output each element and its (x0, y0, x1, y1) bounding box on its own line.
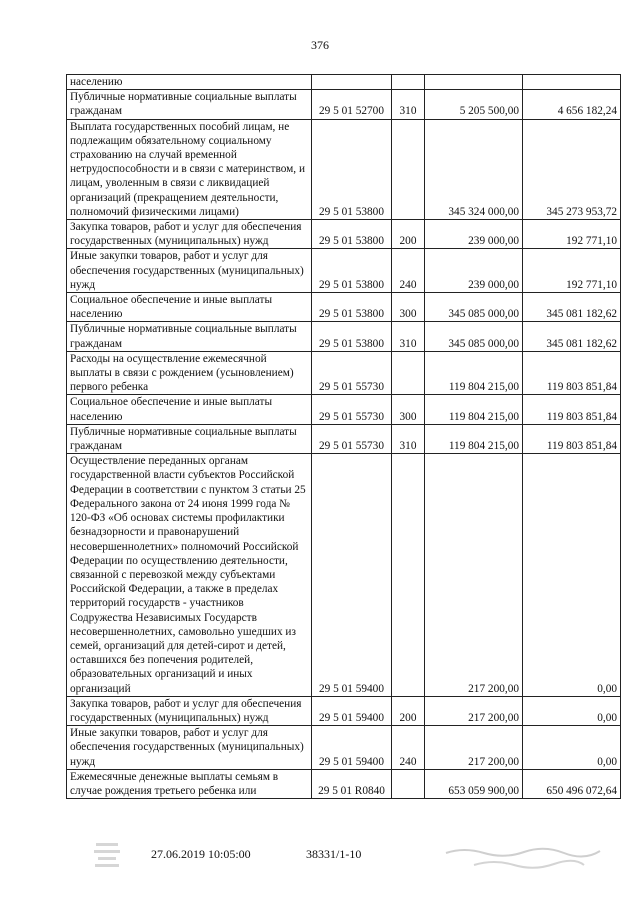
cell-expense-type: 310 (392, 424, 425, 453)
table-row (67, 75, 621, 90)
cell-planned-amount (425, 75, 523, 90)
table-row (67, 351, 621, 395)
cell-expense-type: 200 (392, 696, 425, 725)
cell-expense-type: 300 (392, 293, 425, 322)
table-row (67, 90, 621, 119)
budget-table-body (67, 75, 621, 799)
cell-planned-amount: 345 085 000,00 (425, 293, 523, 322)
cell-target-code: 29 5 01 53800 (312, 249, 392, 293)
cell-name: Иные закупки товаров, работ и услуг для обеспечения государственных (муниципальных) нужд (67, 726, 312, 770)
cell-name: населению (67, 75, 312, 90)
budget-table (66, 74, 621, 799)
cell-planned-amount: 119 804 215,00 (425, 395, 523, 424)
cell-actual-amount: 192 771,10 (523, 220, 621, 249)
table-row (67, 769, 621, 798)
cell-planned-amount: 119 804 215,00 (425, 424, 523, 453)
cell-expense-type (392, 119, 425, 219)
cell-planned-amount: 345 085 000,00 (425, 322, 523, 351)
table-row (67, 293, 621, 322)
cell-actual-amount: 0,00 (523, 696, 621, 725)
table-row (67, 322, 621, 351)
cell-name: Иные закупки товаров, работ и услуг для обеспечения государственных (муниципальных) нужд (67, 249, 312, 293)
cell-name: Расходы на осуществление ежемесячной выплаты в связи с рождением (усыновлением) первого ребенка (67, 351, 312, 395)
cell-expense-type: 310 (392, 322, 425, 351)
table-row (67, 454, 621, 696)
cell-target-code: 29 5 01 59400 (312, 454, 392, 696)
cell-actual-amount: 119 803 851,84 (523, 424, 621, 453)
cell-target-code: 29 5 01 R0840 (312, 769, 392, 798)
cell-actual-amount: 192 771,10 (523, 249, 621, 293)
cell-expense-type (392, 769, 425, 798)
cell-name: Выплата государственных пособий лицам, не подлежащим обязательному социальному страхованию на случай временной нетрудоспособности и в связи с материнством, и лицам, уволенным в связи с ликвидацией организаций (прекращением деятельности, полномочий физическими лицами) (67, 119, 312, 219)
table-row (67, 220, 621, 249)
cell-name: Закупка товаров, работ и услуг для обеспечения государственных (муниципальных) нужд (67, 220, 312, 249)
cell-target-code: 29 5 01 55730 (312, 424, 392, 453)
cell-planned-amount: 119 804 215,00 (425, 351, 523, 395)
cell-planned-amount: 217 200,00 (425, 696, 523, 725)
cell-expense-type (392, 351, 425, 395)
faded-signature-stamp-icon (444, 845, 604, 875)
table-row (67, 696, 621, 725)
cell-expense-type: 300 (392, 395, 425, 424)
cell-expense-type (392, 454, 425, 696)
cell-actual-amount (523, 75, 621, 90)
cell-name: Публичные нормативные социальные выплаты гражданам (67, 322, 312, 351)
table-row (67, 119, 621, 219)
cell-actual-amount: 345 081 182,62 (523, 293, 621, 322)
cell-actual-amount: 4 656 182,24 (523, 90, 621, 119)
cell-target-code (312, 75, 392, 90)
faded-stamp-icon (90, 839, 124, 873)
cell-name: Ежемесячные денежные выплаты семьям в случае рождения третьего ребенка или (67, 769, 312, 798)
cell-planned-amount: 217 200,00 (425, 454, 523, 696)
table-row (67, 726, 621, 770)
cell-actual-amount: 650 496 072,64 (523, 769, 621, 798)
cell-actual-amount: 0,00 (523, 726, 621, 770)
table-row (67, 249, 621, 293)
cell-planned-amount: 217 200,00 (425, 726, 523, 770)
cell-target-code: 29 5 01 53800 (312, 293, 392, 322)
cell-expense-type: 200 (392, 220, 425, 249)
cell-expense-type (392, 75, 425, 90)
cell-name: Социальное обеспечение и иные выплаты населению (67, 293, 312, 322)
cell-expense-type: 240 (392, 726, 425, 770)
cell-name: Публичные нормативные социальные выплаты гражданам (67, 90, 312, 119)
cell-actual-amount: 0,00 (523, 454, 621, 696)
cell-actual-amount: 119 803 851,84 (523, 395, 621, 424)
cell-name: Социальное обеспечение и иные выплаты населению (67, 395, 312, 424)
cell-planned-amount: 239 000,00 (425, 249, 523, 293)
cell-planned-amount: 345 324 000,00 (425, 119, 523, 219)
cell-target-code: 29 5 01 55730 (312, 351, 392, 395)
cell-expense-type: 310 (392, 90, 425, 119)
cell-target-code: 29 5 01 55730 (312, 395, 392, 424)
page-footer (0, 847, 640, 877)
cell-target-code: 29 5 01 59400 (312, 726, 392, 770)
cell-name: Осуществление переданных органам государственной власти субъектов Российской Федерации в соответствии с пунктом 3 статьи 25 Федерального закона от 24 июня 1999 года № 120-ФЗ «Об основах системы профилактики безнадзорности и правонарушений несовершеннолетних» полномочий Российской Федерации по осуществлению деятельности, связанной с перевозкой между субъектами Российской Федерации, а также в пределах территорий государств - участников Содружества Независимых Государств несовершеннолетних, самовольно ушедших из семей, организаций для детей-сирот и детей, оставшихся без попечения родителей, образовательных организаций и иных организаций (67, 454, 312, 696)
cell-target-code: 29 5 01 53800 (312, 322, 392, 351)
cell-name: Закупка товаров, работ и услуг для обеспечения государственных (муниципальных) нужд (67, 696, 312, 725)
cell-expense-type: 240 (392, 249, 425, 293)
cell-actual-amount: 345 273 953,72 (523, 119, 621, 219)
cell-name: Публичные нормативные социальные выплаты гражданам (67, 424, 312, 453)
page-number: 376 (311, 38, 329, 52)
cell-target-code: 29 5 01 53800 (312, 119, 392, 219)
cell-target-code: 29 5 01 53800 (312, 220, 392, 249)
cell-actual-amount: 345 081 182,62 (523, 322, 621, 351)
cell-planned-amount: 5 205 500,00 (425, 90, 523, 119)
cell-target-code: 29 5 01 52700 (312, 90, 392, 119)
document-number: 38331/1-10 (306, 847, 362, 861)
cell-planned-amount: 239 000,00 (425, 220, 523, 249)
print-timestamp: 27.06.2019 10:05:00 (151, 847, 251, 861)
table-row (67, 395, 621, 424)
cell-actual-amount: 119 803 851,84 (523, 351, 621, 395)
cell-planned-amount: 653 059 900,00 (425, 769, 523, 798)
cell-target-code: 29 5 01 59400 (312, 696, 392, 725)
table-row (67, 424, 621, 453)
